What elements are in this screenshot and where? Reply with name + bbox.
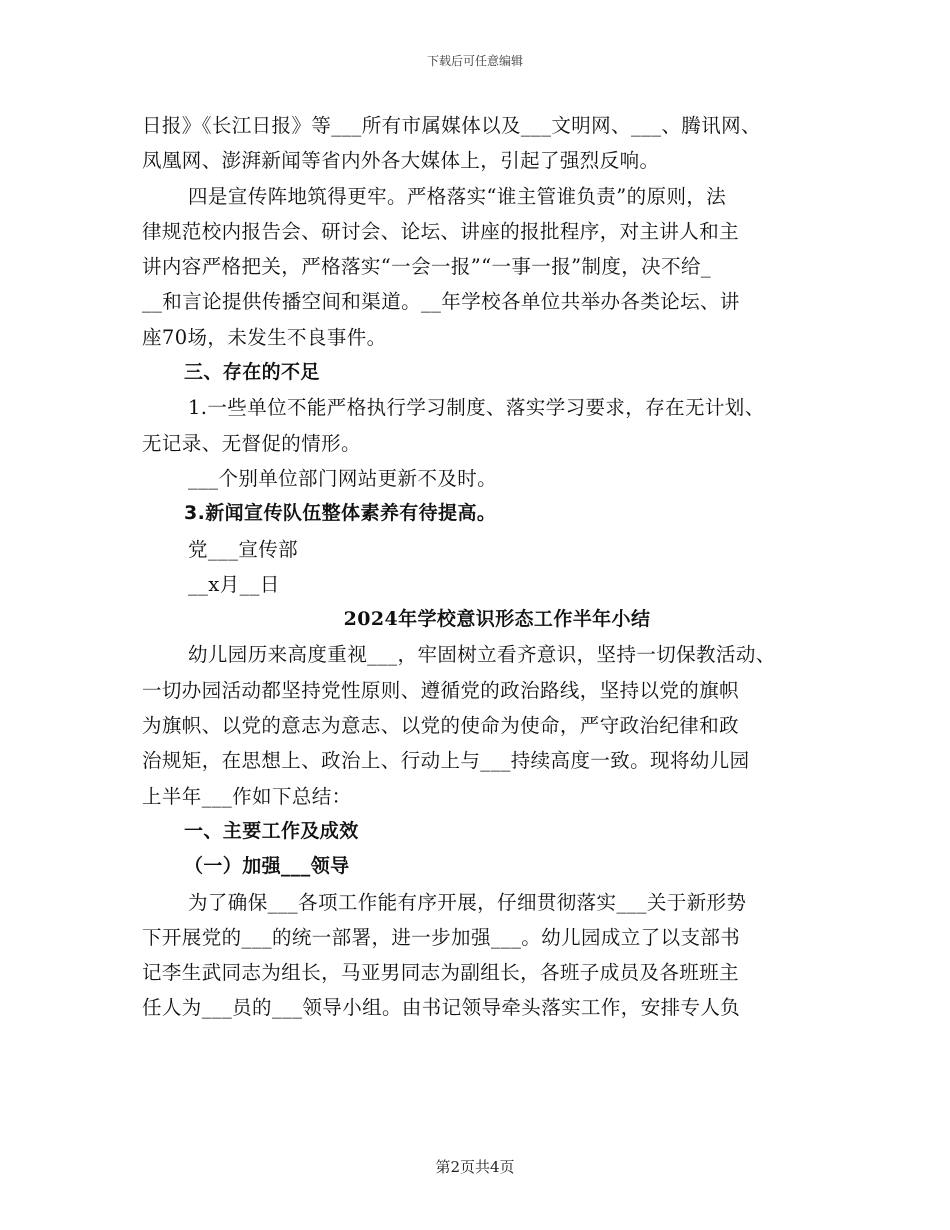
text-line: __和言论提供传播空间和渠道。__年学校各单位共举办各类论坛、讲: [142, 290, 740, 314]
text-line: ___个别单位部门网站更新不及时。: [188, 466, 498, 490]
section-heading: 三、存在的不足: [184, 361, 320, 384]
section-title: 2024年学校意识形态工作半年小结: [343, 608, 651, 631]
text-line: 治规矩，在思想上、政治上、行动上与___持续高度一致。现将幼儿园: [142, 749, 750, 773]
text-line: 凤凰网、澎湃新闻等省内外各大媒体上，引起了强烈反响。: [142, 149, 660, 173]
text-line: 任人为___员的___领导小组。由书记领导牵头落实工作，安排专人负: [142, 996, 741, 1020]
text-line: 下开展党的___的统一部署，进一步加强___。幼儿园成立了以支部书: [142, 925, 741, 949]
text-line: 无记录、无督促的情形。: [142, 431, 361, 455]
text-line: 一切办园活动都坚持党性原则、遵循党的政治路线，坚持以党的旗帜: [142, 678, 740, 702]
page-footer: 第2页共4页: [435, 1158, 515, 1176]
text-line: 1.一些单位不能严格执行学习制度、落实学习要求，存在无计划、: [188, 396, 765, 420]
text-line: 日报》《长江日报》等___所有市属媒体以及___文明网、___、腾讯网、: [142, 114, 761, 137]
text-line: 党___宣传部: [188, 537, 299, 561]
text-line: __x月__日: [188, 572, 280, 596]
section-heading: 一、主要工作及成效: [184, 819, 359, 842]
text-line: 上半年___作如下总结：: [142, 784, 352, 808]
text-line: 讲内容严格把关，严格落实“一会一报”“一事一报”制度，决不给_: [142, 255, 712, 279]
text-line: 律规范校内报告会、研讨会、论坛、讲座的报批程序，对主讲人和主: [142, 219, 740, 243]
text-line: 为旗帜、以党的意志为意志、以党的使命为使命，严守政治纪律和政: [142, 714, 740, 738]
document-body: [142, 108, 822, 1026]
text-line: 为了确保___各项工作能有序开展，仔细贯彻落实___关于新形势: [188, 890, 747, 914]
text-line: 记李生武同志为组长，马亚男同志为副组长，各班子成员及各班班主: [142, 961, 740, 985]
page-header: 下载后可任意编辑: [426, 54, 523, 68]
text-line: 座70场，未发生不良事件。: [142, 325, 387, 349]
text-line: 幼儿园历来高度重视___，牢固树立看齐意识，坚持一切保教活动、: [188, 643, 776, 667]
section-heading: （一）加强___领导: [184, 855, 350, 878]
text-line: 四是宣传阵地筑得更牢。严格落实“谁主管谁负责”的原则，法: [188, 184, 727, 208]
section-heading: 3.新闻宣传队伍整体素养有待提高。: [184, 502, 497, 525]
